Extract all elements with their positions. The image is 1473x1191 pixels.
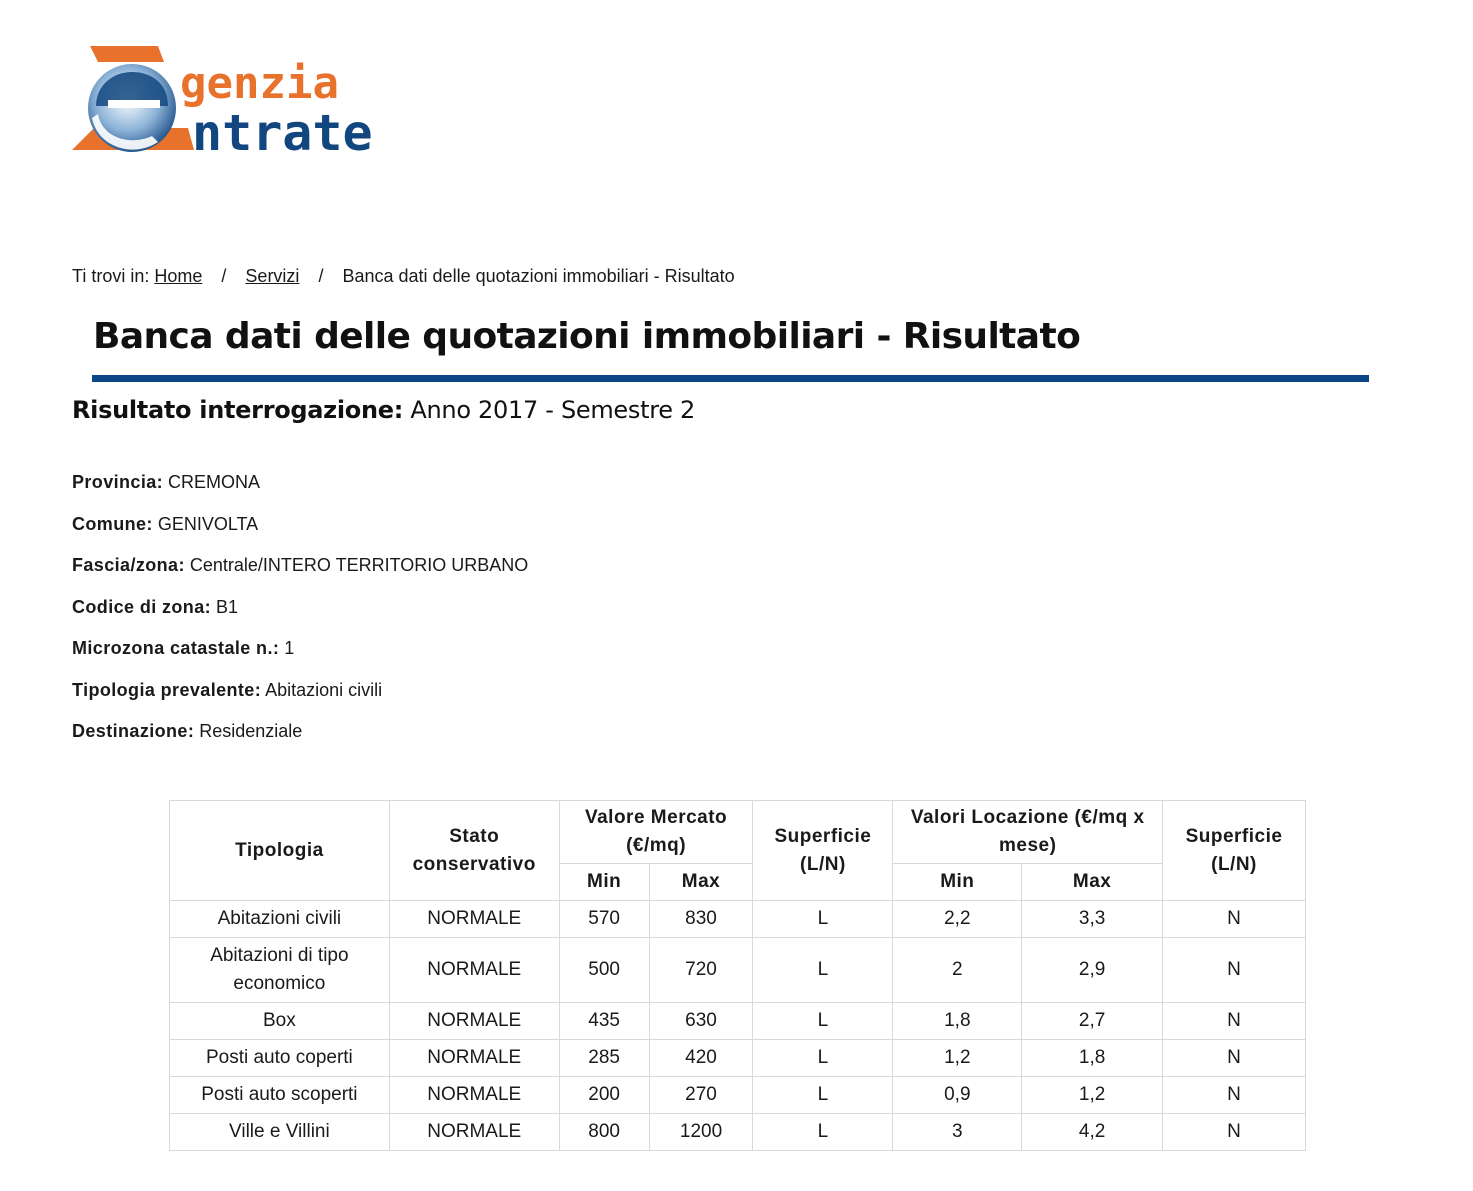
- detail-value: Abitazioni civili: [265, 679, 383, 700]
- detail-microzona: [72, 636, 528, 678]
- detail-key: Provincia:: [72, 472, 164, 492]
- cell-locazione-min: 0,9: [893, 1077, 1022, 1114]
- cell-tipologia: Posti auto coperti: [170, 1040, 390, 1077]
- detail-key: Fascia/zona:: [72, 555, 185, 575]
- result-line: [72, 396, 695, 424]
- detail-key: Destinazione:: [72, 721, 195, 741]
- table-row: [170, 901, 1306, 938]
- cell-mercato-max: 420: [649, 1040, 753, 1077]
- cell-stato: NORMALE: [389, 1114, 559, 1151]
- cell-locazione-max: 2,7: [1022, 1003, 1163, 1040]
- quotations-table: [169, 800, 1306, 1151]
- detail-key: Comune:: [72, 513, 153, 534]
- table-row: [170, 1003, 1306, 1040]
- cell-stato: NORMALE: [389, 1040, 559, 1077]
- cell-mercato-max: 720: [649, 938, 753, 1003]
- cell-superficie: N: [1163, 1077, 1306, 1114]
- header-superficie: Superficie (L/N): [753, 801, 893, 901]
- header-max: Max: [1022, 864, 1163, 901]
- breadcrumb-separator: /: [221, 266, 227, 286]
- cell-mercato-min: 200: [559, 1077, 649, 1114]
- cell-superficie: L: [753, 901, 893, 938]
- breadcrumb-current: Banca dati delle quotazioni immobiliari - Risultato: [342, 266, 735, 286]
- cell-stato: NORMALE: [389, 1003, 559, 1040]
- result-label: Risultato interrogazione:: [72, 396, 404, 424]
- breadcrumb-servizi-link[interactable]: Servizi: [245, 266, 300, 286]
- cell-tipologia: Abitazioni civili: [170, 901, 390, 938]
- cell-mercato-min: 800: [559, 1114, 649, 1151]
- agenzia-entrate-logo[interactable]: [68, 40, 428, 160]
- header-stato-conservativo: Stato conservativo: [389, 801, 559, 901]
- header-superficie: Superficie (L/N): [1163, 801, 1306, 901]
- cell-stato: NORMALE: [389, 1077, 559, 1114]
- logo-line1: genzia: [180, 58, 339, 109]
- breadcrumb: [72, 266, 735, 287]
- breadcrumb-prefix: Ti trovi in:: [72, 266, 150, 286]
- cell-mercato-max: 830: [649, 901, 753, 938]
- header-min: Min: [559, 864, 649, 901]
- breadcrumb-home-link[interactable]: Home: [154, 266, 203, 286]
- detail-key: Codice di zona:: [72, 596, 212, 617]
- cell-stato: NORMALE: [389, 938, 559, 1003]
- cell-superficie: L: [753, 1114, 893, 1151]
- detail-value: Residenziale: [199, 721, 303, 741]
- cell-locazione-max: 2,9: [1022, 938, 1163, 1003]
- detail-tipologia-prevalente: [72, 678, 528, 720]
- cell-locazione-min: 3: [893, 1114, 1022, 1151]
- breadcrumb-separator: /: [318, 266, 324, 286]
- cell-mercato-max: 270: [649, 1077, 753, 1114]
- cell-superficie: N: [1163, 901, 1306, 938]
- cell-locazione-min: 2,2: [893, 901, 1022, 938]
- cell-superficie: N: [1163, 938, 1306, 1003]
- cell-tipologia: Ville e Villini: [170, 1114, 390, 1151]
- table-row: [170, 1040, 1306, 1077]
- detail-key: Microzona catastale n.:: [72, 638, 280, 658]
- cell-mercato-min: 285: [559, 1040, 649, 1077]
- header-valori-locazione: Valori Locazione (€/mq x mese): [893, 801, 1163, 864]
- detail-value: CREMONA: [168, 472, 261, 492]
- title-underline: [92, 375, 1369, 382]
- cell-locazione-min: 1,8: [893, 1003, 1022, 1040]
- table-row: [170, 1077, 1306, 1114]
- cell-superficie: L: [753, 938, 893, 1003]
- cell-mercato-min: 570: [559, 901, 649, 938]
- detail-value: Centrale/INTERO TERRITORIO URBANO: [189, 555, 529, 575]
- cell-superficie: L: [753, 1077, 893, 1114]
- cell-mercato-min: 435: [559, 1003, 649, 1040]
- cell-superficie: N: [1163, 1003, 1306, 1040]
- cell-locazione-max: 1,8: [1022, 1040, 1163, 1077]
- header-tipologia: Tipologia: [170, 801, 390, 901]
- cell-mercato-max: 630: [649, 1003, 753, 1040]
- cell-superficie: N: [1163, 1040, 1306, 1077]
- detail-comune: [72, 512, 528, 554]
- logo-line2: ntrate: [192, 104, 373, 160]
- detail-provincia: [72, 470, 528, 512]
- detail-key: Tipologia prevalente:: [72, 679, 262, 700]
- result-value: Anno 2017 - Semestre 2: [410, 396, 696, 424]
- detail-fascia-zona: [72, 553, 528, 595]
- cell-stato: NORMALE: [389, 901, 559, 938]
- header-min: Min: [893, 864, 1022, 901]
- cell-locazione-max: 4,2: [1022, 1114, 1163, 1151]
- cell-superficie: N: [1163, 1114, 1306, 1151]
- cell-tipologia: Posti auto scoperti: [170, 1077, 390, 1114]
- page-title: Banca dati delle quotazioni immobiliari - Risultato: [93, 316, 1081, 357]
- cell-locazione-max: 3,3: [1022, 901, 1163, 938]
- detail-value: 1: [284, 638, 295, 658]
- header-valore-mercato: Valore Mercato (€/mq): [559, 801, 753, 864]
- detail-codice-zona: [72, 595, 528, 637]
- cell-mercato-max: 1200: [649, 1114, 753, 1151]
- cell-locazione-max: 1,2: [1022, 1077, 1163, 1114]
- table-row: [170, 938, 1306, 1003]
- cell-tipologia: Box: [170, 1003, 390, 1040]
- cell-mercato-min: 500: [559, 938, 649, 1003]
- cell-superficie: L: [753, 1003, 893, 1040]
- query-details: [72, 470, 528, 761]
- cell-locazione-min: 2: [893, 938, 1022, 1003]
- header-max: Max: [649, 864, 753, 901]
- detail-value: B1: [216, 596, 239, 617]
- table-row: [170, 1114, 1306, 1151]
- cell-tipologia: Abitazioni di tipo economico: [170, 938, 390, 1003]
- detail-destinazione: [72, 719, 528, 761]
- cell-superficie: L: [753, 1040, 893, 1077]
- detail-value: GENIVOLTA: [157, 513, 259, 534]
- cell-locazione-min: 1,2: [893, 1040, 1022, 1077]
